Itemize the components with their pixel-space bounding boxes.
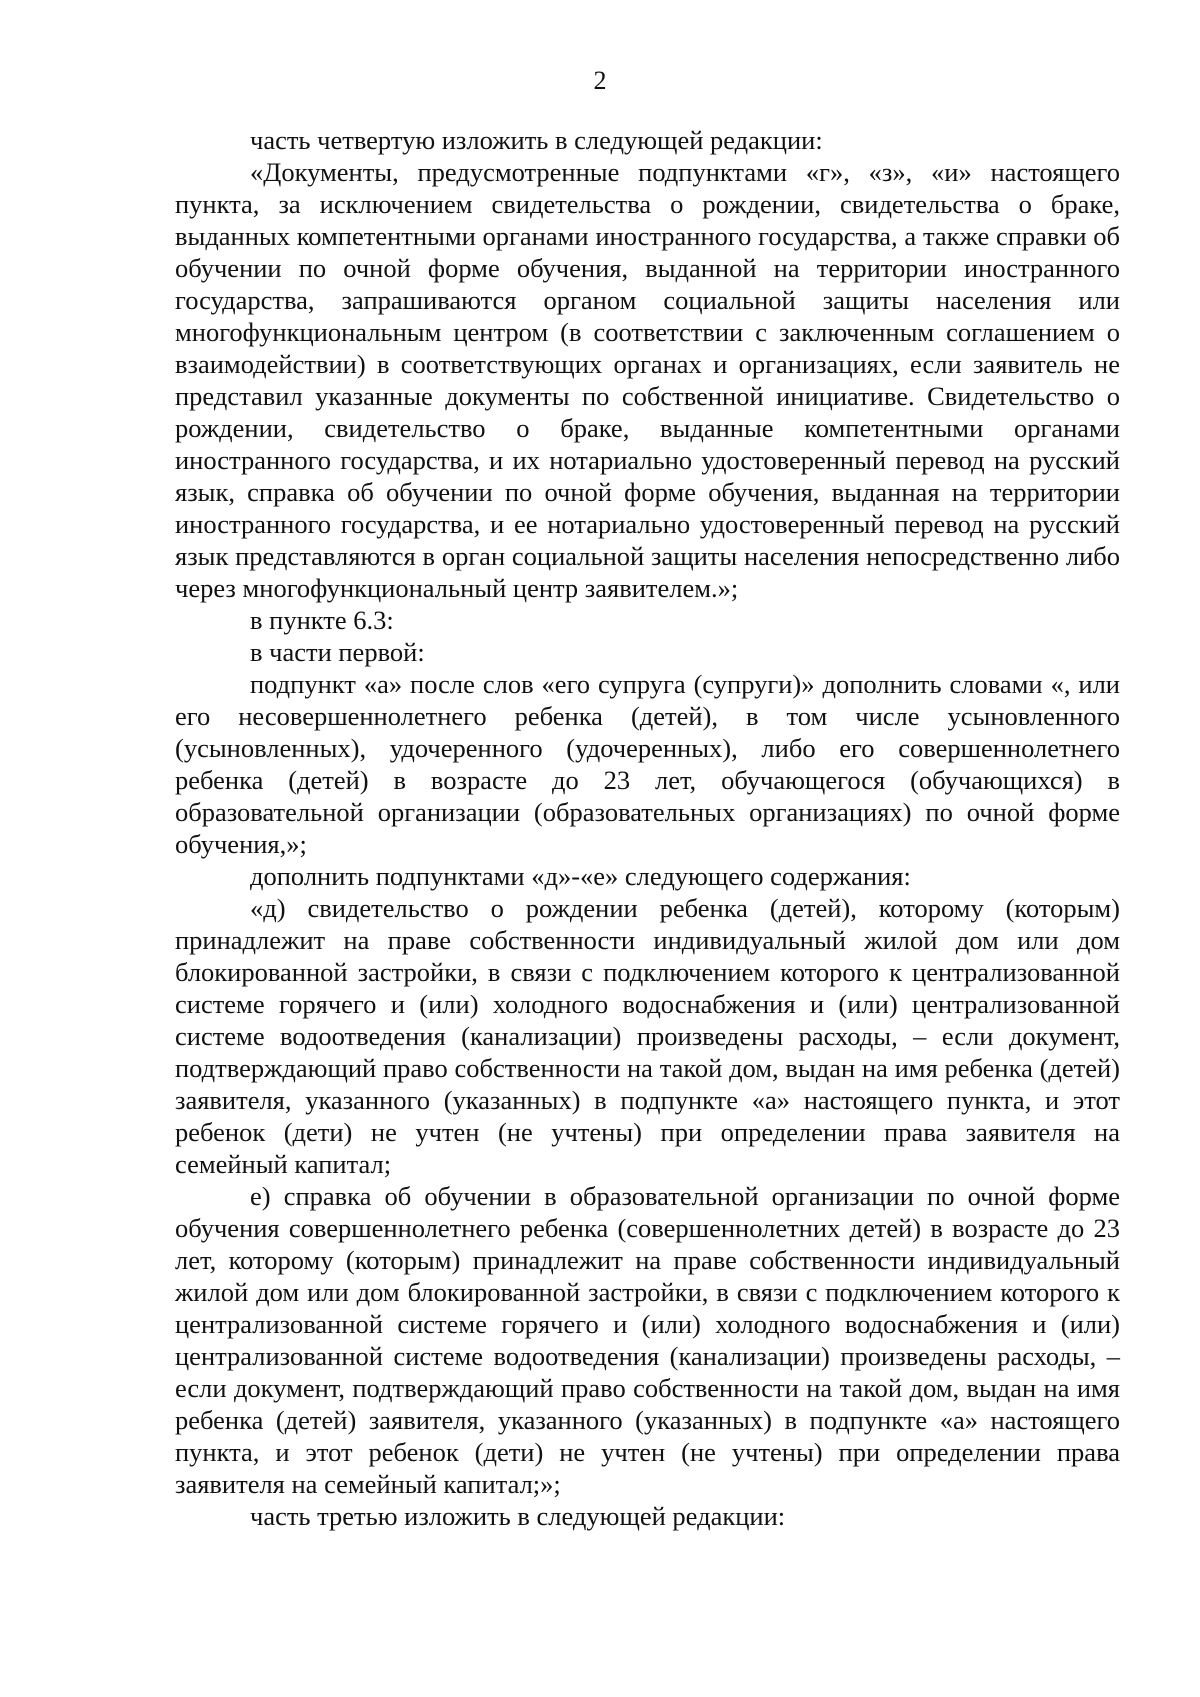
paragraph: в части первой: [250,637,425,667]
paragraph: е) справка об обучении в образовательной организации по очной форме обучения совершеннолетнего ребенка (совершеннолетних детей) в возрасте до 23 лет, которому (которым) принадлежит на праве собственности индивидуальный жилой дом или дом блокированной застройки, в связи с подключением которого к централизованной системе горячего и (или) холодного водоснабжения и (или) централизованной системе водоотведения (канализации) произведены расходы, – если документ, подтверждающий право собственности на такой дом, выдан на имя ребенка (детей) заявителя, указанного (указанных) в подпункте «а» настоящего пункта, и этот ребенок (дети) не учтен (не учтены) при определении права заявителя на семейный капитал;»; [175,1181,1120,1499]
paragraph: «Документы, предусмотренные подпунктами «г», «з», «и» настоящего пункта, за исключением свидетельства о рождении, свидетельства о браке, выданных компетентными органами иностранного государства, а также справки об обучении по очной форме обучения, выданной на территории иностранного государства, запрашиваются органом социальной защиты населения или многофункциональным центром (в соответствии с заключенным соглашением о взаимодействии) в соответствующих органах и организациях, если заявитель не представил указанные документы по собственной инициативе. Свидетельство о рождении, свидетельство о браке, выданные компетентными органами иностранного государства, и их нотариально удостоверенный перевод на русский язык, справка об обучении по очной форме обучения, выданная на территории иностранного государства, и ее нотариально удостоверенный перевод на русский язык представляются в орган социальной защиты населения непосредственно либо через многофункциональный центр заявителем.»; [175,157,1120,603]
paragraph: «д) свидетельство о рождении ребенка (детей), которому (которым) принадлежит на праве собственности индивидуальный жилой дом или дом блокированной застройки, в связи с подключением которого к централизованной системе горячего и (или) холодного водоснабжения и (или) централизованной системе водоотведения (канализации) произведены расходы, – если документ, подтверждающий право собственности на такой дом, выдан на имя ребенка (детей) заявителя, указанного (указанных) в подпункте «а» настоящего пункта, и этот ребенок (дети) не учтен (не учтены) при определении права заявителя на семейный капитал; [175,893,1120,1179]
paragraph: подпункт «а» после слов «его супруга (супруги)» дополнить словами «, или его несовершеннолетнего ребенка (детей), в том числе усыновленного (усыновленных), удочеренного (удочеренных), либо его совершеннолетнего ребенка (детей) в возрасте до 23 лет, обучающегося (обучающихся) в образовательной организации (образовательных организациях) по очной форме обучения,»; [175,669,1120,859]
paragraph: часть четвертую изложить в следующей редакции: [250,125,823,155]
paragraph: в пункте 6.3: [250,605,394,635]
page-number: 2 [593,66,607,95]
document-body [175,124,1120,1532]
paragraph: часть третью изложить в следующей редакции: [250,1501,786,1531]
paragraph: дополнить подпунктами «д»-«е» следующего содержания: [250,861,911,891]
